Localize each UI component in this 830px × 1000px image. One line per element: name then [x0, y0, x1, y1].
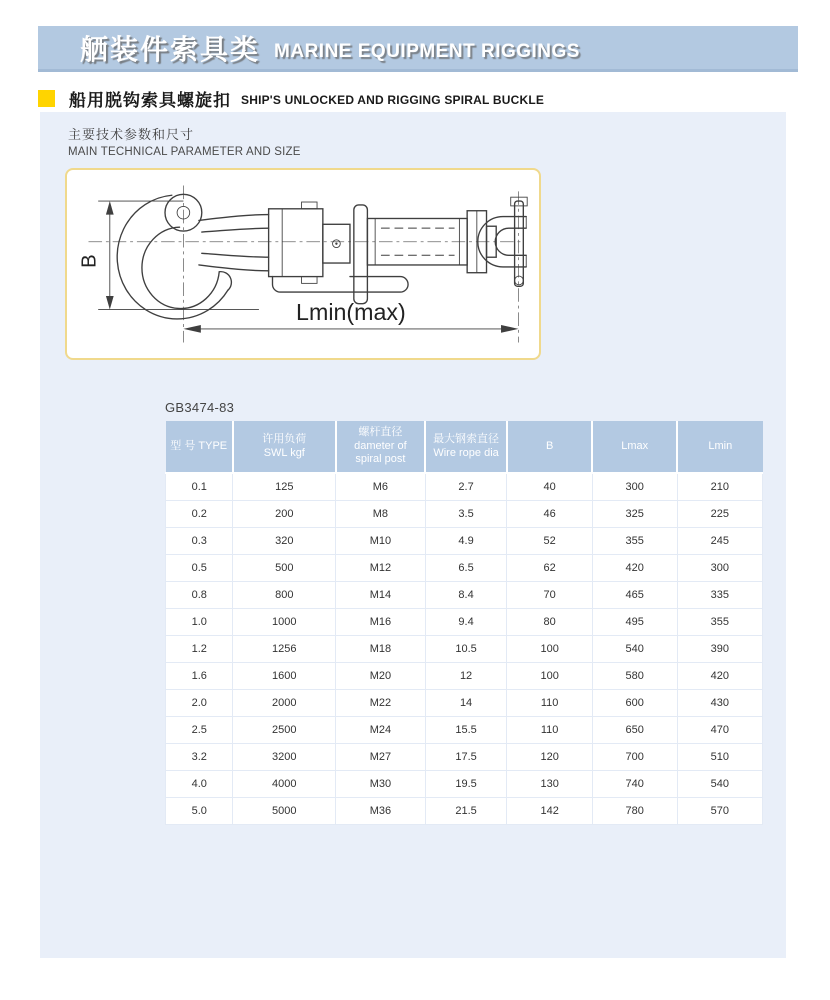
table-cell: 650 [592, 716, 677, 743]
table-row [166, 635, 763, 662]
swivel-block [269, 202, 350, 283]
table-cell: 1.6 [166, 662, 233, 689]
table-cell: 5000 [233, 797, 336, 824]
table-row [166, 473, 763, 500]
table-cell: 570 [677, 797, 762, 824]
technical-drawing-box [65, 168, 541, 360]
subsection-title-zh: 主要技术参数和尺寸 [68, 127, 195, 142]
table-header-row [166, 421, 763, 473]
table-cell: 15.5 [425, 716, 507, 743]
banner-title-en: MARINE EQUIPMENT RIGGINGS [274, 40, 580, 62]
section-title-row [38, 86, 544, 111]
table-cell: 740 [592, 770, 677, 797]
table-column-header-4: B [507, 421, 592, 473]
table-row [166, 527, 763, 554]
yellow-bullet-square [38, 90, 55, 107]
guide-ring [354, 205, 368, 304]
table-row [166, 554, 763, 581]
table-cell: 390 [677, 635, 762, 662]
table-cell: 0.3 [166, 527, 233, 554]
table-cell: 1000 [233, 608, 336, 635]
table-cell: 0.1 [166, 473, 233, 500]
table-cell: M14 [336, 581, 426, 608]
table-cell: 3.2 [166, 743, 233, 770]
table-cell: 2.7 [425, 473, 507, 500]
table-cell: 200 [233, 500, 336, 527]
table-cell: 470 [677, 716, 762, 743]
table-row [166, 689, 763, 716]
table-cell: 8.4 [425, 581, 507, 608]
table-row [166, 608, 763, 635]
table-row [166, 770, 763, 797]
table-cell: 9.4 [425, 608, 507, 635]
table-cell: 325 [592, 500, 677, 527]
table-cell: 100 [507, 662, 592, 689]
table-column-header-0: 型 号 TYPE [166, 421, 233, 473]
table-cell: 2500 [233, 716, 336, 743]
table-column-header-3: 最大钢索直径 Wire rope dia [425, 421, 507, 473]
table-cell: 130 [507, 770, 592, 797]
table-row [166, 716, 763, 743]
table-column-header-6: Lmin [677, 421, 762, 473]
table-cell: 4000 [233, 770, 336, 797]
table-cell: 62 [507, 554, 592, 581]
table-cell: 21.5 [425, 797, 507, 824]
dim-lmin-label: Lmin(max) [296, 299, 406, 326]
table-cell: 1.0 [166, 608, 233, 635]
table-cell: 4.0 [166, 770, 233, 797]
table-cell: M24 [336, 716, 426, 743]
table-cell: 780 [592, 797, 677, 824]
table-cell: 1600 [233, 662, 336, 689]
table-cell: 17.5 [425, 743, 507, 770]
table-cell: 300 [677, 554, 762, 581]
table-cell: 110 [507, 716, 592, 743]
table-cell: 430 [677, 689, 762, 716]
page-banner [38, 26, 798, 72]
table-cell: 142 [507, 797, 592, 824]
table-column-header-1: 许用负荷 SWL kgf [233, 421, 336, 473]
table-cell: 800 [233, 581, 336, 608]
banner-title-zh: 舾装件索具类 [80, 33, 261, 65]
table-cell: 2.5 [166, 716, 233, 743]
table-cell: 510 [677, 743, 762, 770]
table-cell: 1256 [233, 635, 336, 662]
table-cell: 2.0 [166, 689, 233, 716]
table-cell: 2000 [233, 689, 336, 716]
hook [117, 194, 268, 319]
table-cell: M16 [336, 608, 426, 635]
table-cell: 120 [507, 743, 592, 770]
table-cell: 3200 [233, 743, 336, 770]
table-cell: 0.2 [166, 500, 233, 527]
dimension-lmin [183, 299, 518, 333]
table-cell: 420 [677, 662, 762, 689]
table-cell: M22 [336, 689, 426, 716]
table-cell: 420 [592, 554, 677, 581]
table-cell: 6.5 [425, 554, 507, 581]
table-cell: M36 [336, 797, 426, 824]
table-cell: 14 [425, 689, 507, 716]
table-column-header-2: 螺杆直径 dameter of spiral post [336, 421, 426, 473]
table-cell: M10 [336, 527, 426, 554]
table-cell: 355 [677, 608, 762, 635]
table-cell: 0.5 [166, 554, 233, 581]
subsection-title-en: MAIN TECHNICAL PARAMETER AND SIZE [68, 146, 301, 158]
table-cell: 465 [592, 581, 677, 608]
table-cell: 3.5 [425, 500, 507, 527]
dim-b-label: B [78, 254, 101, 268]
table-cell: M27 [336, 743, 426, 770]
table-cell: 4.9 [425, 527, 507, 554]
table-cell: 0.8 [166, 581, 233, 608]
table-cell: M30 [336, 770, 426, 797]
table-cell: 320 [233, 527, 336, 554]
table-cell: 335 [677, 581, 762, 608]
table-cell: M12 [336, 554, 426, 581]
table-cell: M20 [336, 662, 426, 689]
table-cell: M8 [336, 500, 426, 527]
content-area [40, 112, 786, 958]
standard-code-label: GB3474-83 [165, 400, 235, 415]
table-body [166, 473, 763, 824]
table-cell: 12 [425, 662, 507, 689]
table-cell: M18 [336, 635, 426, 662]
table-row [166, 743, 763, 770]
table-cell: 40 [507, 473, 592, 500]
table-cell: 245 [677, 527, 762, 554]
table-cell: M6 [336, 473, 426, 500]
technical-drawing [71, 172, 535, 356]
spec-table [165, 421, 763, 825]
table-cell: 110 [507, 689, 592, 716]
table-cell: 80 [507, 608, 592, 635]
table-cell: 355 [592, 527, 677, 554]
table-cell: 600 [592, 689, 677, 716]
table-cell: 52 [507, 527, 592, 554]
latch-bar [272, 277, 408, 292]
subsection-heading [68, 124, 786, 158]
table-cell: 300 [592, 473, 677, 500]
table-row [166, 662, 763, 689]
table-cell: 495 [592, 608, 677, 635]
section-title-en: SHIP'S UNLOCKED AND RIGGING SPIRAL BUCKLE [241, 93, 545, 107]
table-cell: 100 [507, 635, 592, 662]
table-cell: 5.0 [166, 797, 233, 824]
table-row [166, 581, 763, 608]
table-cell: 19.5 [425, 770, 507, 797]
table-cell: 580 [592, 662, 677, 689]
table-cell: 540 [592, 635, 677, 662]
table-cell: 210 [677, 473, 762, 500]
table-row [166, 500, 763, 527]
table-cell: 46 [507, 500, 592, 527]
table-cell: 500 [233, 554, 336, 581]
table-cell: 70 [507, 581, 592, 608]
table-column-header-5: Lmax [592, 421, 677, 473]
table-cell: 700 [592, 743, 677, 770]
table-cell: 1.2 [166, 635, 233, 662]
table-cell: 125 [233, 473, 336, 500]
table-cell: 540 [677, 770, 762, 797]
table-cell: 225 [677, 500, 762, 527]
table-cell: 10.5 [425, 635, 507, 662]
table-row [166, 797, 763, 824]
section-title-zh: 船用脱钩索具螺旋扣 [69, 91, 231, 110]
